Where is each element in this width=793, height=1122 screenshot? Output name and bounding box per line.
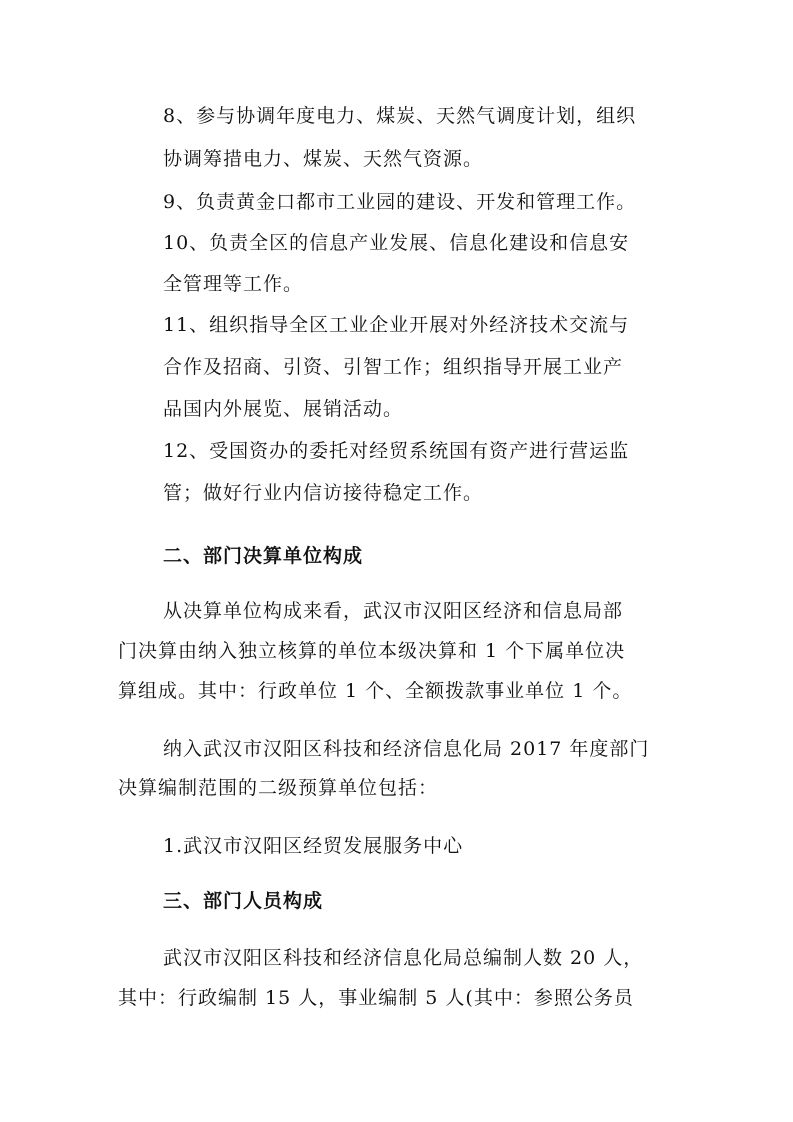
section-2-para-1-line-3: 算组成。其中：行政单位 1 个、全额拨款事业单位 1 个。 [118, 680, 633, 702]
duty-12-line-1: 12、受国资办的委托对经贸系统国有资产进行营运监 [163, 440, 630, 462]
section-3-para-1-line-2: 其中：行政编制 15 人，事业编制 5 人(其中：参照公务员 [118, 987, 634, 1009]
section-2-item-1: 1.武汉市汉阳区经贸发展服务中心 [163, 835, 464, 857]
duty-10-line-2: 全管理等工作。 [163, 273, 304, 295]
duty-10-line-1: 10、负责全区的信息产业发展、信息化建设和信息安 [163, 232, 630, 254]
section-3-heading: 三、部门人员构成 [163, 890, 324, 912]
section-2-para-1-line-2: 门决算由纳入独立核算的单位本级决算和 1 个下属单位决 [118, 640, 626, 662]
section-2-para-1-line-1: 从决算单位构成来看，武汉市汉阳区经济和信息局部 [163, 600, 624, 622]
duty-12-line-2: 管；做好行业内信访接待稳定工作。 [163, 482, 484, 504]
duty-8-line-1: 8、参与协调年度电力、煤炭、天然气调度计划，组织 [163, 105, 637, 127]
duty-11-line-1: 11、组织指导全区工业企业开展对外经济技术交流与 [163, 314, 630, 336]
section-2-heading: 二、部门决算单位构成 [163, 545, 364, 567]
duty-11-line-2: 合作及招商、引资、引智工作；组织指导开展工业产 [163, 356, 624, 378]
section-3-para-1-line-1: 武汉市汉阳区科技和经济信息化局总编制人数 20 人， [163, 947, 644, 969]
section-2-para-2-line-2: 决算编制范围的二级预算单位包括： [118, 777, 439, 799]
duty-8-line-2: 协调筹措电力、煤炭、天然气资源。 [163, 148, 484, 170]
section-2-para-2-line-1: 纳入武汉市汉阳区科技和经济信息化局 2017 年度部门 [163, 738, 650, 760]
duty-9-line-1: 9、负责黄金口都市工业园的建设、开发和管理工作。 [163, 191, 637, 213]
duty-11-line-3: 品国内外展览、展销活动。 [163, 398, 404, 420]
